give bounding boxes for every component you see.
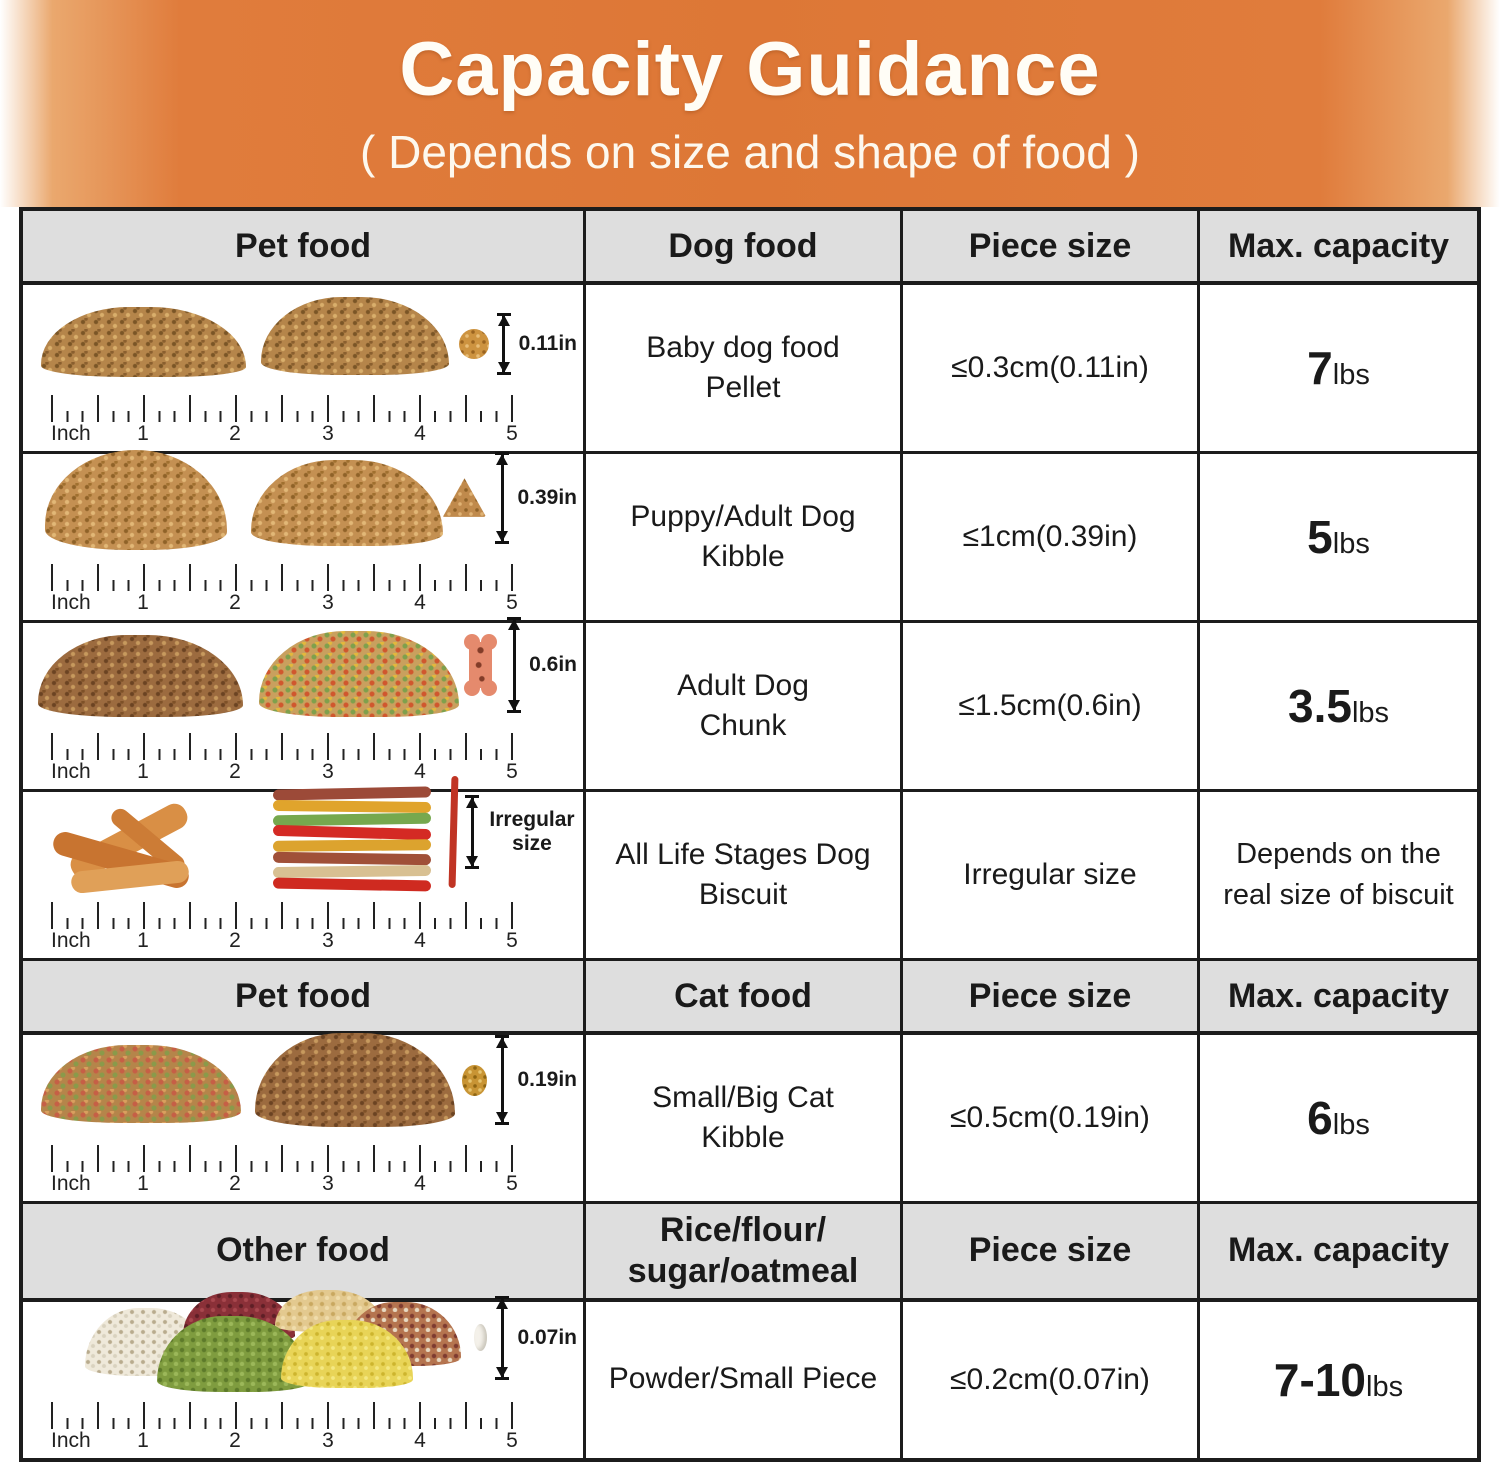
piece-size-cell: ≤0.5cm(0.19in) <box>900 1035 1197 1201</box>
jerky-pile-icon <box>43 792 233 892</box>
food-image-cell <box>23 454 583 620</box>
max-capacity-cell: Depends on the real size of biscuit <box>1197 792 1477 958</box>
header-cell-other-food: Other food <box>216 1231 390 1270</box>
kibble-pile-icon <box>261 297 449 375</box>
ruler-icon <box>51 902 521 954</box>
size-label: 0.07in <box>517 1325 577 1349</box>
table-row-powder-small-piece <box>23 1298 1477 1458</box>
size-label: 0.6in <box>529 652 577 676</box>
bone-treat-icon <box>462 634 499 696</box>
grain-piece-icon <box>474 1324 487 1351</box>
kibble-pile-icon <box>41 307 246 377</box>
food-image-cell <box>23 285 583 451</box>
food-name-cell: All Life Stages Dog Biscuit <box>583 792 900 958</box>
food-name-cell: Adult Dog Chunk <box>583 623 900 789</box>
header-cell-max-capacity: Max. capacity <box>1197 211 1477 281</box>
size-label: 0.39in <box>517 485 577 509</box>
size-label: Irregular size <box>489 807 575 855</box>
treat-stick-icon <box>449 776 459 888</box>
ruler-icon <box>51 1402 521 1454</box>
grains-pile-icon <box>85 1290 425 1392</box>
header-cell-piece-size: Piece size <box>900 211 1197 281</box>
ruler-labels: Inch 1 2 3 4 5 <box>51 1428 518 1452</box>
pellet-icon <box>459 329 489 359</box>
ruler-ticks <box>51 1402 513 1429</box>
max-capacity-cell: 7 lbs <box>1197 285 1477 451</box>
table-row-adult-dog-chunk <box>23 620 1477 789</box>
max-capacity-cell: 3.5 lbs <box>1197 623 1477 789</box>
kibble-pile-icon <box>255 1033 455 1127</box>
piece-size-cell: Irregular size <box>900 792 1197 958</box>
piece-size-cell: ≤1.5cm(0.6in) <box>900 623 1197 789</box>
food-image-cell <box>23 623 583 789</box>
measure-arrow-icon <box>494 1035 510 1125</box>
treat-pile-icon <box>259 631 459 717</box>
ruler-icon <box>51 564 521 616</box>
header-cell-piece-size: Piece size <box>900 961 1197 1031</box>
max-capacity-cell: 7-10 lbs <box>1197 1302 1477 1458</box>
kibble-pile-icon <box>38 635 243 717</box>
capacity-table <box>19 207 1481 1462</box>
ruler-labels: Inch 1 2 3 4 5 <box>51 591 518 614</box>
ruler-labels: Inch 1 2 3 4 5 <box>51 422 518 445</box>
kibble-piece-icon <box>441 477 487 519</box>
ruler-labels: Inch 1 2 3 4 5 <box>51 760 518 783</box>
ruler-labels: Inch 1 2 3 4 5 <box>51 1172 518 1195</box>
ruler-ticks <box>51 1145 513 1172</box>
ruler-ticks <box>51 564 513 591</box>
food-name-cell: Powder/Small Piece <box>583 1302 900 1458</box>
ruler-ticks <box>51 395 513 422</box>
piece-size-cell: ≤1cm(0.39in) <box>900 454 1197 620</box>
section-dog-header-row <box>23 211 1477 281</box>
measure-arrow-icon <box>506 617 522 713</box>
section-cat-header-row <box>23 958 1477 1031</box>
food-name-cell: Small/Big Cat Kibble <box>583 1035 900 1201</box>
header-cell-dog-food: Dog food <box>583 211 900 281</box>
size-label: 0.11in <box>518 331 577 355</box>
ruler-labels: Inch 1 2 3 4 5 <box>51 929 518 952</box>
header-cell-rice-flour: Rice/flour/ sugar/oatmeal <box>583 1204 900 1298</box>
section-other-header-row <box>23 1201 1477 1298</box>
header-cell-pet-food: Pet food <box>235 226 371 265</box>
piece-size-cell: ≤0.3cm(0.11in) <box>900 285 1197 451</box>
food-image-cell <box>23 1302 583 1458</box>
treat-sticks-icon <box>273 788 431 890</box>
measure-arrow-icon <box>494 1296 510 1380</box>
measure-arrow-icon <box>494 452 510 544</box>
ruler-icon <box>51 395 521 447</box>
piece-size-cell: ≤0.2cm(0.07in) <box>900 1302 1197 1458</box>
measure-arrow-icon <box>496 313 512 375</box>
page-title: Capacity Guidance <box>399 27 1101 112</box>
ruler-ticks <box>51 902 513 929</box>
table-row-baby-dog-pellet <box>23 281 1477 451</box>
ruler-icon <box>51 1145 521 1197</box>
food-image-cell <box>23 792 583 958</box>
max-capacity-cell: 6 lbs <box>1197 1035 1477 1201</box>
kibble-pile-icon <box>41 1045 241 1123</box>
table-row-dog-biscuit <box>23 789 1477 958</box>
size-label: 0.19in <box>517 1067 577 1091</box>
ruler-ticks <box>51 733 513 760</box>
header-cell-max-capacity: Max. capacity <box>1197 1204 1477 1298</box>
max-capacity-cell: 5 lbs <box>1197 454 1477 620</box>
header-cell-pet-food: Pet food <box>235 976 371 1015</box>
food-image-cell <box>23 1035 583 1201</box>
table-row-cat-kibble <box>23 1031 1477 1201</box>
measure-arrow-icon <box>464 795 480 869</box>
food-name-cell: Baby dog food Pellet <box>583 285 900 451</box>
header-cell-max-capacity: Max. capacity <box>1197 961 1477 1031</box>
header-cell-piece-size: Piece size <box>900 1204 1197 1298</box>
table-row-puppy-adult-kibble <box>23 451 1477 620</box>
kibble-pile-icon <box>251 460 443 546</box>
kibble-piece-icon <box>462 1065 487 1096</box>
page-subtitle: ( Depends on size and shape of food ) <box>360 126 1140 178</box>
banner <box>0 0 1500 207</box>
food-name-cell: Puppy/Adult Dog Kibble <box>583 454 900 620</box>
header-cell-cat-food: Cat food <box>583 961 900 1031</box>
kibble-pile-icon <box>45 450 227 550</box>
